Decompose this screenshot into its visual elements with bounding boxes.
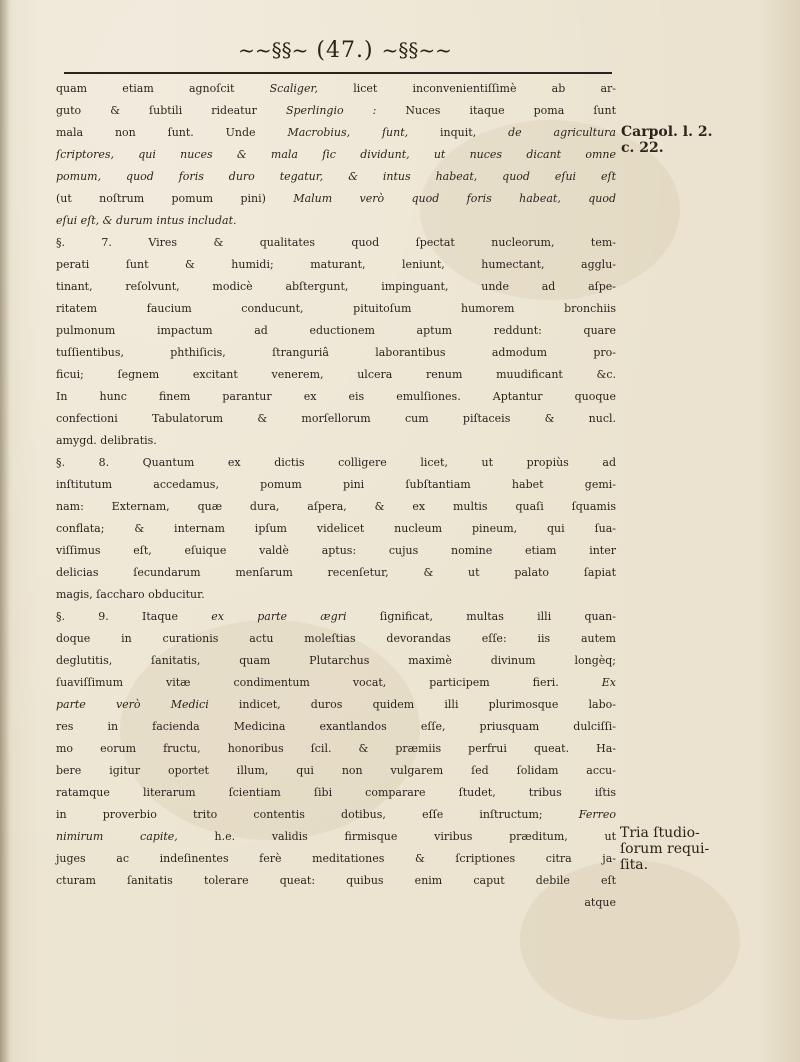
- binding-shadow: [0, 0, 10, 1062]
- text-segment: atque: [584, 896, 616, 909]
- text-line: [56, 870, 616, 892]
- text-segment: §. 9. Itaque: [56, 610, 212, 623]
- text-segment: licet inconvenientiſſimè ab ar-: [318, 82, 616, 95]
- margin-note-line: ſorum requi-: [620, 841, 710, 857]
- text-line: [56, 78, 616, 100]
- text-line: [56, 848, 616, 870]
- italic-text-segment: Malum verò quod foris habeat, quod: [293, 192, 616, 205]
- text-line: [56, 144, 616, 166]
- italic-text-segment: Ex: [601, 676, 616, 689]
- page-number: (47.): [316, 38, 374, 63]
- text-segment: pulmonum impactum ad eductionem aptum reddunt: quare: [56, 324, 616, 337]
- text-line: [56, 364, 616, 386]
- italic-text-segment: Ferreo: [578, 808, 616, 821]
- margin-note-tria-studiosorum: [620, 825, 709, 873]
- text-line: [56, 518, 616, 540]
- italic-text-segment: ex parte ægri: [211, 610, 347, 623]
- text-line: [56, 430, 616, 452]
- text-segment: in proverbio trito contentis dotibus, eſſe inſtructum;: [56, 808, 579, 821]
- text-segment: juges ac indeſinentes ferè meditationes & ſcriptiones citra ja-: [56, 852, 616, 865]
- text-line: [56, 562, 616, 584]
- text-segment: inquit,: [408, 126, 509, 139]
- text-segment: amygd. delibratis.: [56, 434, 157, 447]
- italic-text-segment: pomum, quod foris duro tegatur, & intus habeat, quod eſui eſt: [56, 170, 616, 183]
- text-line: [56, 188, 616, 210]
- text-segment: mala non ſunt. Unde: [56, 126, 288, 139]
- text-line: [56, 892, 616, 914]
- italic-text-segment: nimirum capite,: [56, 830, 178, 843]
- text-line: [56, 452, 616, 474]
- text-segment: perati ſunt & humidi; maturant, leniunt, humectant, agglu-: [56, 258, 616, 271]
- text-line: [56, 628, 616, 650]
- text-segment: Nuces itaque poma ſunt: [376, 104, 616, 117]
- body-text: [56, 78, 616, 914]
- text-segment: nam: Externam, quæ dura, aſpera, & ex multis quaſi ſquamis: [56, 500, 616, 513]
- header-rule: [64, 72, 612, 74]
- text-segment: res in facienda Medicina exantlandos eſſe, priusquam dulciſſi-: [56, 720, 616, 733]
- text-segment: mo eorum fructu, honoribus ſcil. & præmiis perfrui queat. Ha-: [56, 742, 616, 755]
- text-segment: conflata; & internam ipſum videlicet nucleum pineum, qui ſua-: [56, 522, 616, 535]
- text-line: [56, 320, 616, 342]
- page-header: [0, 38, 690, 63]
- text-line: [56, 166, 616, 188]
- text-segment: §. 7. Vires & qualitates quod ſpectat nucleorum, tem-: [56, 236, 616, 249]
- text-segment: confectioni Tabulatorum & morſellorum cum piſtaceis & nucl.: [56, 412, 616, 425]
- margin-note-line: c. 22.: [621, 140, 664, 156]
- italic-text-segment: parte verò Medici: [56, 698, 209, 711]
- italic-text-segment: ſcriptores, qui nuces & mala ſic dividunt, ut nuces dicant omne: [56, 148, 616, 161]
- text-line: [56, 342, 616, 364]
- text-line: [56, 650, 616, 672]
- margin-note-line: Tria ſtudio-: [620, 825, 700, 841]
- text-line: [56, 496, 616, 518]
- text-segment: ficui; ſegnem excitant venerem, ulcera renum muudificant &c.: [56, 368, 616, 381]
- text-segment: §. 8. Quantum ex dictis colligere licet, ut propiùs ad: [56, 456, 616, 469]
- text-segment: inſtitutum accedamus, pomum pini ſubſtantiam habet gemi-: [56, 478, 616, 491]
- text-segment: doque in curationis actu moleſtias devorandas eſſe: iis autem: [56, 632, 616, 645]
- text-segment: viſſimus eſt, eſuique valdè aptus: cujus nomine etiam inter: [56, 544, 616, 557]
- text-line: [56, 716, 616, 738]
- text-segment: ſuaviſſimum vitæ condimentum vocat, participem fieri.: [56, 676, 602, 689]
- text-segment: magis, ſaccharo obducitur.: [56, 588, 205, 601]
- text-line: [56, 782, 616, 804]
- text-line: [56, 584, 616, 606]
- text-line: [56, 122, 616, 144]
- text-segment: ratamque literarum ſcientiam ſibi comparare ſtudet, tribus iſtis: [56, 786, 616, 799]
- text-segment: tinant, reſolvunt, modicè abſtergunt, impinguant, unde ad aſpe-: [56, 280, 616, 293]
- text-line: [56, 100, 616, 122]
- text-segment: cturam ſanitatis tolerare queat: quibus enim caput debile eſt: [56, 874, 616, 887]
- text-line: [56, 738, 616, 760]
- text-segment: bere igitur oportet illum, qui non vulgarem ſed ſolidam accu-: [56, 764, 616, 777]
- text-segment: h.e. validis firmisque viribus præditum, ut: [177, 830, 616, 843]
- text-line: [56, 804, 616, 826]
- italic-text-segment: Macrobius, ſunt,: [287, 126, 409, 139]
- text-segment: tuſſientibus, phthiſicis, ſtranguriâ laborantibus admodum pro-: [56, 346, 616, 359]
- text-line: [56, 210, 616, 232]
- text-line: [56, 540, 616, 562]
- text-segment: quam etiam agnoſcit: [56, 82, 270, 95]
- text-line: [56, 672, 616, 694]
- italic-text-segment: de agricultura: [508, 126, 616, 139]
- text-segment: indicet, duros quidem illi plurimosque labo-: [208, 698, 616, 711]
- text-line: [56, 760, 616, 782]
- text-line: [56, 606, 616, 628]
- text-segment: delicias ſecundarum menſarum recenſetur, & ut palato ſapiat: [56, 566, 616, 579]
- text-line: [56, 826, 616, 848]
- text-segment: ſignificat, multas illi quan-: [346, 610, 616, 623]
- text-line: [56, 694, 616, 716]
- text-segment: (ut noſtrum pomum pini): [56, 192, 294, 205]
- text-line: [56, 408, 616, 430]
- text-line: [56, 298, 616, 320]
- text-line: [56, 474, 616, 496]
- text-line: [56, 276, 616, 298]
- italic-text-segment: eſui eſt, & durum intus includat.: [56, 214, 237, 227]
- text-line: [56, 232, 616, 254]
- italic-text-segment: Scaliger,: [269, 82, 319, 95]
- margin-note-line: Carpol. l. 2.: [621, 124, 713, 140]
- text-segment: In hunc finem parantur ex eis emulſiones. Aptantur quoque: [56, 390, 616, 403]
- margin-note-line: ſita.: [620, 857, 649, 873]
- margin-note-carpol: [621, 124, 712, 156]
- text-segment: deglutitis, ſanitatis, quam Plutarchus maximè divinum longèq;: [56, 654, 616, 667]
- text-segment: guto & ſubtili rideatur: [56, 104, 286, 117]
- text-line: [56, 254, 616, 276]
- text-segment: ritatem faucium conducunt, pituitoſum humorem bronchiis: [56, 302, 616, 315]
- header-ornament-right: ~§§~~: [381, 38, 452, 62]
- header-ornament-left: ~~§§~: [238, 38, 309, 62]
- italic-text-segment: Sperlingio :: [285, 104, 377, 117]
- text-line: [56, 386, 616, 408]
